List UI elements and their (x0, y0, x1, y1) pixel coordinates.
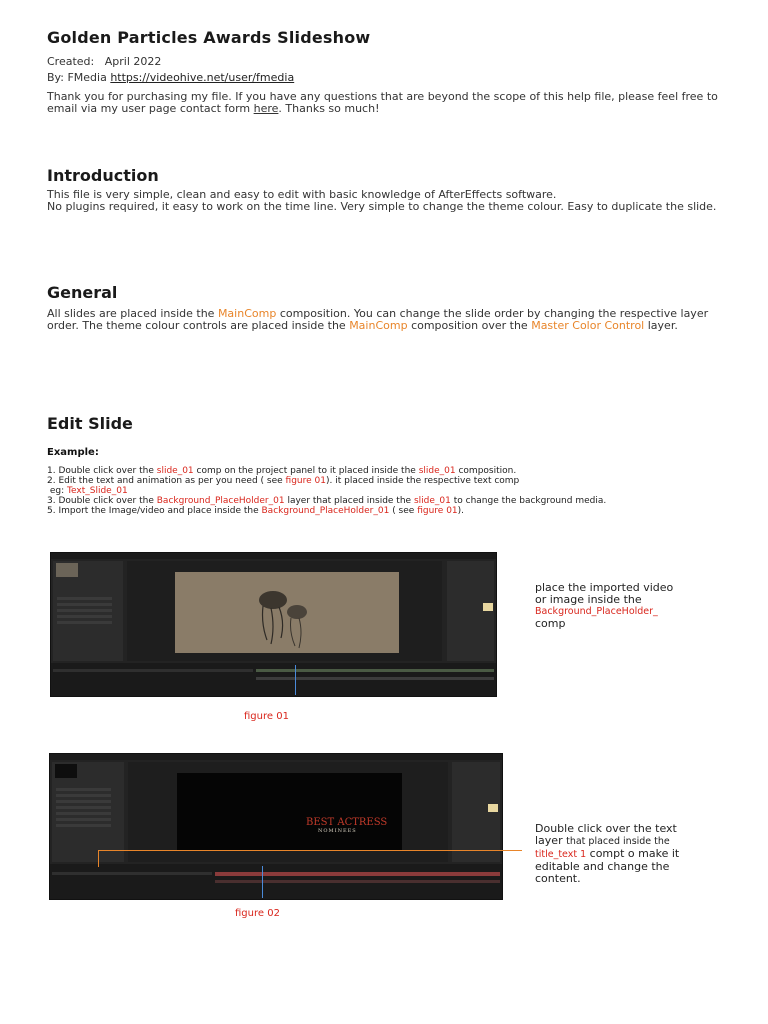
step-text: ). (457, 506, 465, 516)
panel-swatch (488, 804, 498, 812)
note-line: editable and change the (535, 860, 670, 873)
general-text-2: composition. You can change the slide order by changing the respective layer order. The theme colour controls are placed inside the (47, 307, 709, 332)
general-text-3: composition over the (411, 319, 528, 332)
maincomp-term-1: MainComp (217, 307, 277, 320)
background-placeholder-term: Background_PlaceHolder_01 (261, 506, 390, 516)
thanks-end: . Thanks so much! (278, 102, 380, 115)
step-text: 1. Double click over the (47, 466, 154, 476)
created-label: Created: (47, 55, 95, 68)
author-line (47, 71, 294, 84)
timeline-bar (256, 677, 494, 680)
general-paragraph (47, 308, 737, 332)
project-row (56, 794, 111, 797)
step-text: layer that placed inside the (287, 496, 412, 506)
ae-menubar (51, 553, 496, 559)
figure-02-caption: figure 02 (235, 908, 280, 919)
document-title: Golden Particles Awards Slideshow (47, 28, 371, 47)
step-2 (47, 476, 707, 486)
project-row (57, 609, 112, 612)
project-row (56, 818, 111, 821)
thanks-paragraph (47, 91, 737, 115)
composition-preview (177, 773, 402, 850)
step-5 (47, 506, 707, 516)
edit-slide-heading: Edit Slide (47, 414, 133, 433)
note-line: or image inside the (535, 593, 642, 606)
general-heading: General (47, 283, 118, 302)
ae-effects-panel (452, 762, 500, 862)
general-text-1: All slides are placed inside the (47, 307, 215, 320)
preview-title-text: BEST ACTRESS (306, 817, 388, 828)
figure-01-note (535, 582, 673, 630)
project-row (57, 621, 112, 624)
step-text: composition. (458, 466, 517, 476)
figure-ref: figure 01 (285, 476, 326, 486)
created-line (47, 55, 161, 68)
background-placeholder-term: Background_PlaceHolder_ (535, 606, 658, 617)
project-row (56, 788, 111, 791)
step-3 (47, 496, 697, 506)
project-row (57, 603, 112, 606)
title-text-term: title_text 1 (535, 849, 587, 860)
ae-menubar (50, 754, 502, 760)
project-row (56, 800, 111, 803)
author-link[interactable]: https://videohive.net/user/fmedia (110, 71, 295, 84)
panel-swatch (483, 603, 493, 611)
note-line: place the imported video (535, 581, 674, 594)
playhead (295, 665, 296, 695)
thanks-text: Thank you for purchasing my file. If you have any questions that are beyond the scope of this help file, please feel free to email via my user page contact form (47, 90, 718, 115)
step-1 (47, 466, 707, 476)
timeline-bar (215, 880, 500, 883)
introduction-line-1: This file is very simple, clean and easy to edit with basic knowledge of AfterEffects software. (47, 188, 557, 201)
timeline-bar (256, 669, 494, 672)
timeline-layer (52, 872, 212, 875)
step-text: ( see (392, 506, 415, 516)
note-line: comp (535, 617, 566, 630)
text-comp-term: Text_Slide_01 (67, 486, 128, 496)
figure-02-note (535, 823, 679, 885)
master-color-term: Master Color Control (531, 319, 645, 332)
note-text: layer (535, 834, 563, 847)
created-value: April 2022 (104, 55, 162, 68)
introduction-line-2: No plugins required, it easy to work on the time line. Very simple to change the theme colour. Easy to duplicate the slide. (47, 200, 717, 213)
figure-01-caption: figure 01 (244, 711, 289, 722)
note-line: Double click over the text (535, 822, 677, 835)
timeline-bar (215, 872, 500, 876)
figure-ref: figure 01 (417, 506, 458, 516)
project-thumbnail (55, 764, 77, 778)
project-row (57, 615, 112, 618)
callout-line-horizontal (98, 850, 522, 851)
step-text: to change the background media. (453, 496, 607, 506)
playhead (262, 866, 263, 898)
step-text: comp on the project panel to it placed inside the (196, 466, 416, 476)
introduction-paragraph (47, 189, 737, 213)
callout-line-vertical (98, 850, 99, 867)
step-text: 2. Edit the text and animation as per you need ( see (47, 476, 283, 486)
contact-here-link[interactable]: here (253, 102, 279, 115)
note-line: content. (535, 872, 581, 885)
ae-effects-panel (447, 561, 494, 661)
note-text: compt o make it (589, 847, 680, 860)
steps-list (47, 466, 707, 516)
author-label: By: FMedia (47, 71, 107, 84)
step-text: 5. Import the Image/video and place inside the (47, 506, 259, 516)
slide-term: slide_01 (418, 466, 456, 476)
example-label: Example: (47, 447, 99, 458)
slide-term: slide_01 (156, 466, 194, 476)
preview-subtitle-text: NOMINEES (318, 828, 357, 834)
note-text: that placed inside the (566, 836, 670, 847)
project-row (56, 806, 111, 809)
maincomp-term-2: MainComp (349, 319, 408, 332)
timeline-layer (53, 669, 253, 672)
composition-preview (175, 572, 399, 653)
eg-label: eg: (49, 486, 65, 496)
jellyfish-image (175, 572, 399, 653)
figure-01-screenshot (50, 552, 497, 697)
step-2-example (47, 486, 707, 496)
background-placeholder-term: Background_PlaceHolder_01 (156, 496, 285, 506)
slide-term: slide_01 (413, 496, 451, 506)
figure-02-screenshot (49, 753, 503, 900)
project-row (56, 812, 111, 815)
general-text-4: layer. (647, 319, 678, 332)
project-thumbnail (56, 563, 78, 577)
introduction-heading: Introduction (47, 166, 159, 185)
project-row (56, 824, 111, 827)
step-text: ). it placed inside the respective text comp (325, 476, 520, 486)
project-row (57, 597, 112, 600)
step-text: 3. Double click over the (47, 496, 154, 506)
